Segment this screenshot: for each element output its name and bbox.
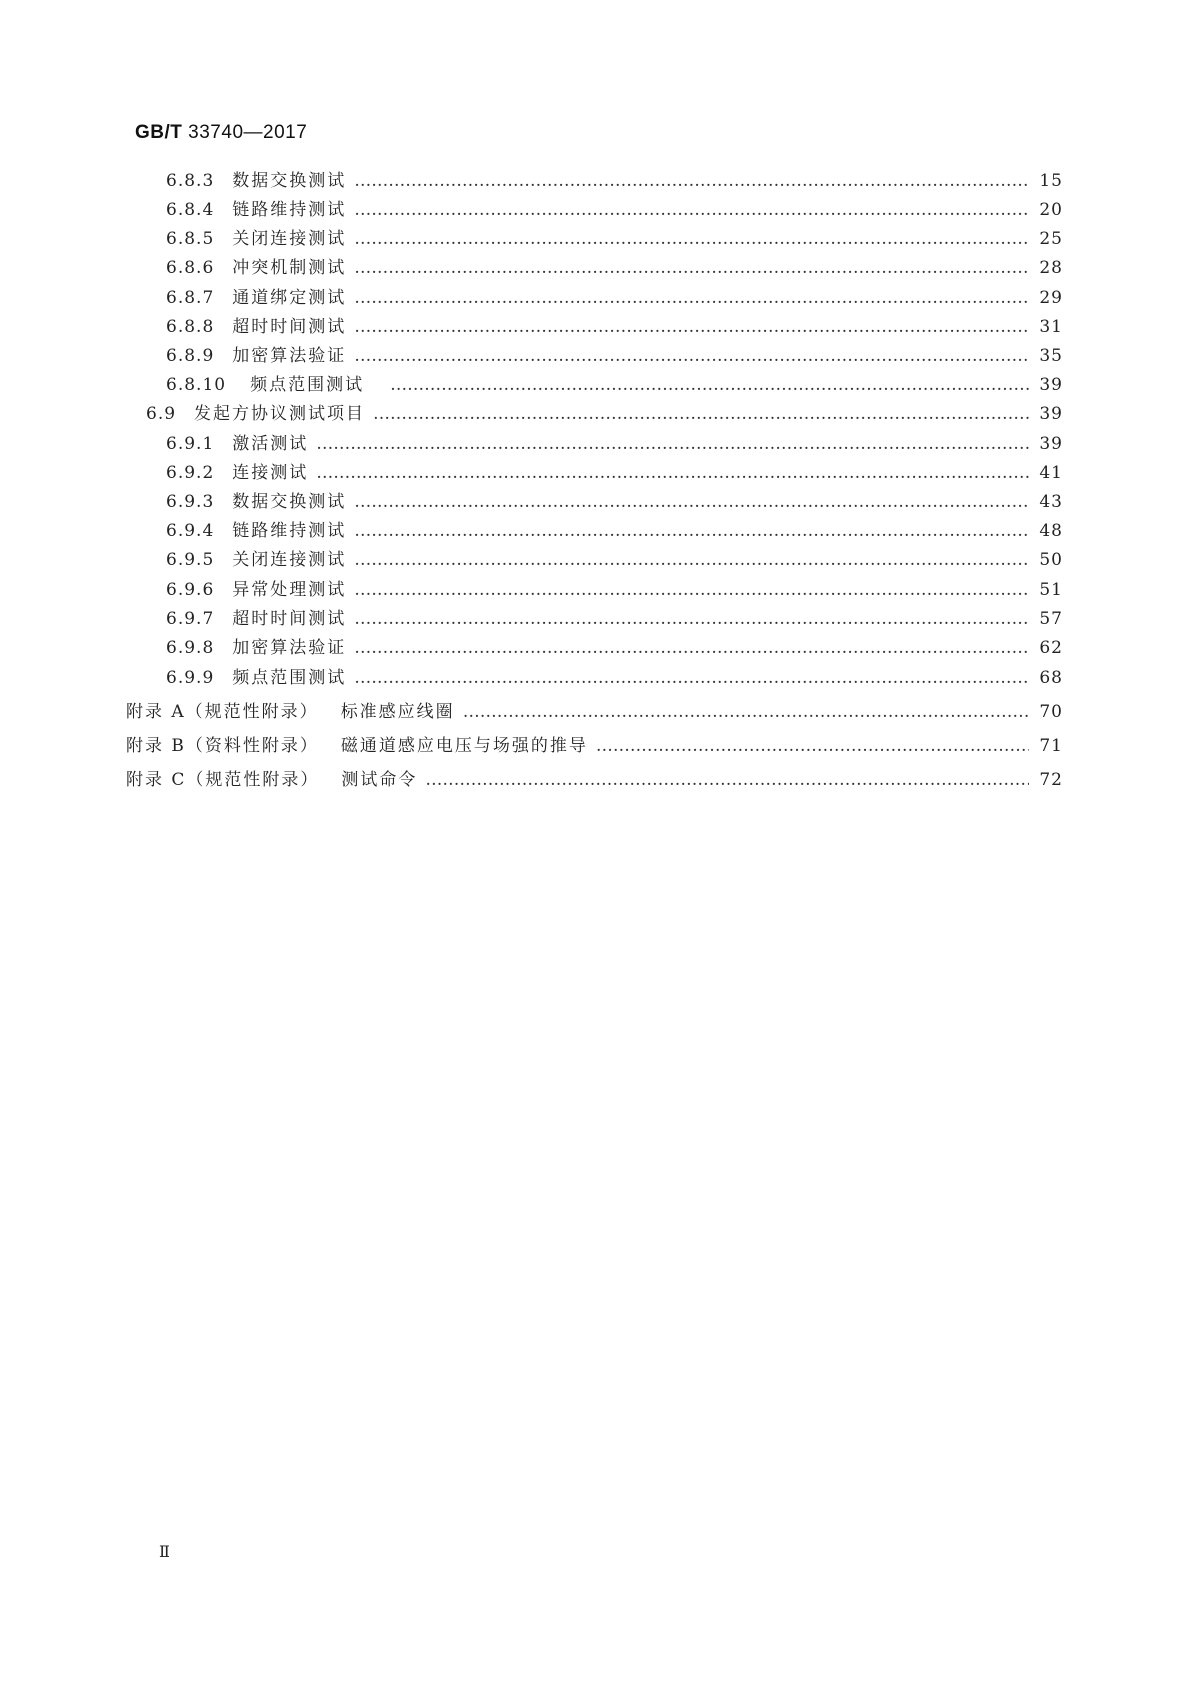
toc-appendix-entry[interactable] (126, 734, 1063, 758)
toc-entry-number: 6.9.8 (166, 638, 215, 658)
toc-entry-page: 39 (1039, 404, 1063, 424)
toc-entry[interactable] (166, 286, 1063, 310)
standard-code: GB/T (135, 122, 183, 143)
toc-dot-leader (354, 344, 1029, 368)
toc-entry-page: 29 (1039, 288, 1063, 308)
toc-dot-leader (390, 373, 1029, 397)
toc-entry-title: 链路维持测试 (232, 521, 347, 541)
toc-entry-number: 附录 A（规范性附录） (126, 702, 319, 722)
toc-entry[interactable] (166, 636, 1063, 660)
toc-entry[interactable] (166, 666, 1063, 690)
toc-entry-title: 频点范围测试 (250, 375, 365, 395)
toc-entry-title: 链路维持测试 (232, 200, 347, 220)
toc-entry-number: 附录 B（资料性附录） (126, 736, 319, 756)
toc-dot-leader (425, 768, 1029, 792)
toc-dot-leader (354, 198, 1029, 222)
toc-entry-page: 48 (1039, 521, 1063, 541)
toc-dot-leader (596, 734, 1029, 758)
toc-entry-page: 72 (1039, 770, 1063, 790)
toc-entry-page: 70 (1039, 702, 1063, 722)
toc-entry-title: 加密算法验证 (232, 346, 347, 366)
toc-entry-number: 6.8.4 (166, 200, 215, 220)
toc-entry-title: 通道绑定测试 (232, 288, 347, 308)
toc-dot-leader (354, 286, 1029, 310)
toc-entry-number: 6.8.5 (166, 229, 215, 249)
toc-dot-leader (354, 169, 1029, 193)
toc-entry-title: 超时时间测试 (232, 317, 347, 337)
toc-entry-page: 35 (1039, 346, 1063, 366)
toc-entry-number: 6.9.7 (166, 609, 215, 629)
toc-dot-leader (373, 402, 1029, 426)
toc-entry-title: 关闭连接测试 (232, 550, 347, 570)
toc-entry-title: 连接测试 (232, 463, 309, 483)
toc-entry[interactable] (166, 490, 1063, 514)
toc-entry-page: 57 (1039, 609, 1063, 629)
toc-entry-page: 20 (1039, 200, 1063, 220)
toc-entry-page: 41 (1039, 463, 1063, 483)
toc-entry[interactable] (166, 344, 1063, 368)
toc-entry-number: 6.9.1 (166, 434, 215, 454)
toc-entry-page: 51 (1039, 580, 1063, 600)
toc-entry-page: 25 (1039, 229, 1063, 249)
toc-entry-number: 6.8.6 (166, 258, 215, 278)
toc-entry-page: 62 (1039, 638, 1063, 658)
toc-entry-number: 6.9.5 (166, 550, 215, 570)
toc-entry-number: 6.8.3 (166, 171, 215, 191)
toc-entry-title: 测试命令 (341, 770, 418, 790)
toc-entry-number: 6.8.8 (166, 317, 215, 337)
toc-entry-page: 15 (1039, 171, 1063, 191)
toc-entry-page: 31 (1039, 317, 1063, 337)
toc-entry-page: 71 (1039, 736, 1063, 756)
toc-dot-leader (354, 548, 1029, 572)
toc-entry-page: 68 (1039, 668, 1063, 688)
toc-entry-title: 频点范围测试 (232, 668, 347, 688)
toc-entry-number: 附录 C（规范性附录） (126, 770, 320, 790)
toc-entry-page: 39 (1039, 375, 1063, 395)
toc-entry-page: 50 (1039, 550, 1063, 570)
toc-entry-title: 加密算法验证 (232, 638, 347, 658)
toc-entry-number: 6.9.9 (166, 668, 215, 688)
toc-entry-number: 6.9.4 (166, 521, 215, 541)
toc-entry-number: 6.8.9 (166, 346, 215, 366)
toc-entry-number: 6.8.10 (166, 375, 227, 395)
toc-entry[interactable] (166, 461, 1063, 485)
toc-entry-title: 冲突机制测试 (232, 258, 347, 278)
toc-entry[interactable] (146, 402, 1063, 426)
toc-entry-title: 标准感应线圈 (340, 702, 455, 722)
toc-dot-leader (316, 461, 1029, 485)
toc-entry-title: 数据交换测试 (232, 492, 347, 512)
toc-entry[interactable] (166, 548, 1063, 572)
toc-dot-leader (354, 227, 1029, 251)
toc-entry-number: 6.9.2 (166, 463, 215, 483)
toc-dot-leader (354, 519, 1029, 543)
toc-entry-title: 异常处理测试 (232, 580, 347, 600)
toc-entry[interactable] (166, 578, 1063, 602)
standard-number: 33740—2017 (188, 122, 308, 143)
toc-entry-title: 超时时间测试 (232, 609, 347, 629)
toc-entry-page: 28 (1039, 258, 1063, 278)
toc-entry-number: 6.9.3 (166, 492, 215, 512)
toc-entry-title: 发起方协议测试项目 (194, 404, 366, 424)
document-header (135, 122, 307, 144)
toc-entry[interactable] (166, 519, 1063, 543)
toc-entry-number: 6.9 (146, 404, 177, 424)
toc-entry[interactable] (166, 169, 1063, 193)
toc-entry-number: 6.9.6 (166, 580, 215, 600)
toc-dot-leader (354, 636, 1029, 660)
toc-entry[interactable] (166, 315, 1063, 339)
toc-entry[interactable] (166, 373, 1063, 397)
toc-entry-title: 磁通道感应电压与场强的推导 (340, 736, 588, 756)
toc-entry-title: 关闭连接测试 (232, 229, 347, 249)
toc-entry[interactable] (166, 256, 1063, 280)
toc-appendix-entry[interactable] (126, 768, 1063, 792)
toc-dot-leader (354, 607, 1029, 631)
toc-entry[interactable] (166, 607, 1063, 631)
toc-dot-leader (354, 256, 1029, 280)
toc-entry-page: 43 (1039, 492, 1063, 512)
toc-entry-page: 39 (1039, 434, 1063, 454)
toc-dot-leader (354, 666, 1029, 690)
toc-entry-title: 数据交换测试 (232, 171, 347, 191)
toc-dot-leader (354, 578, 1029, 602)
toc-appendix-entry[interactable] (126, 700, 1063, 724)
toc-dot-leader (354, 490, 1029, 514)
toc-entry-title: 激活测试 (232, 434, 309, 454)
toc-entry[interactable] (166, 227, 1063, 251)
toc-entry-number: 6.8.7 (166, 288, 215, 308)
page-number: Ⅱ (159, 1542, 170, 1561)
toc-dot-leader (463, 700, 1030, 724)
toc-entry[interactable] (166, 198, 1063, 222)
toc-entry[interactable] (166, 432, 1063, 456)
toc-dot-leader (316, 432, 1029, 456)
toc-dot-leader (354, 315, 1029, 339)
